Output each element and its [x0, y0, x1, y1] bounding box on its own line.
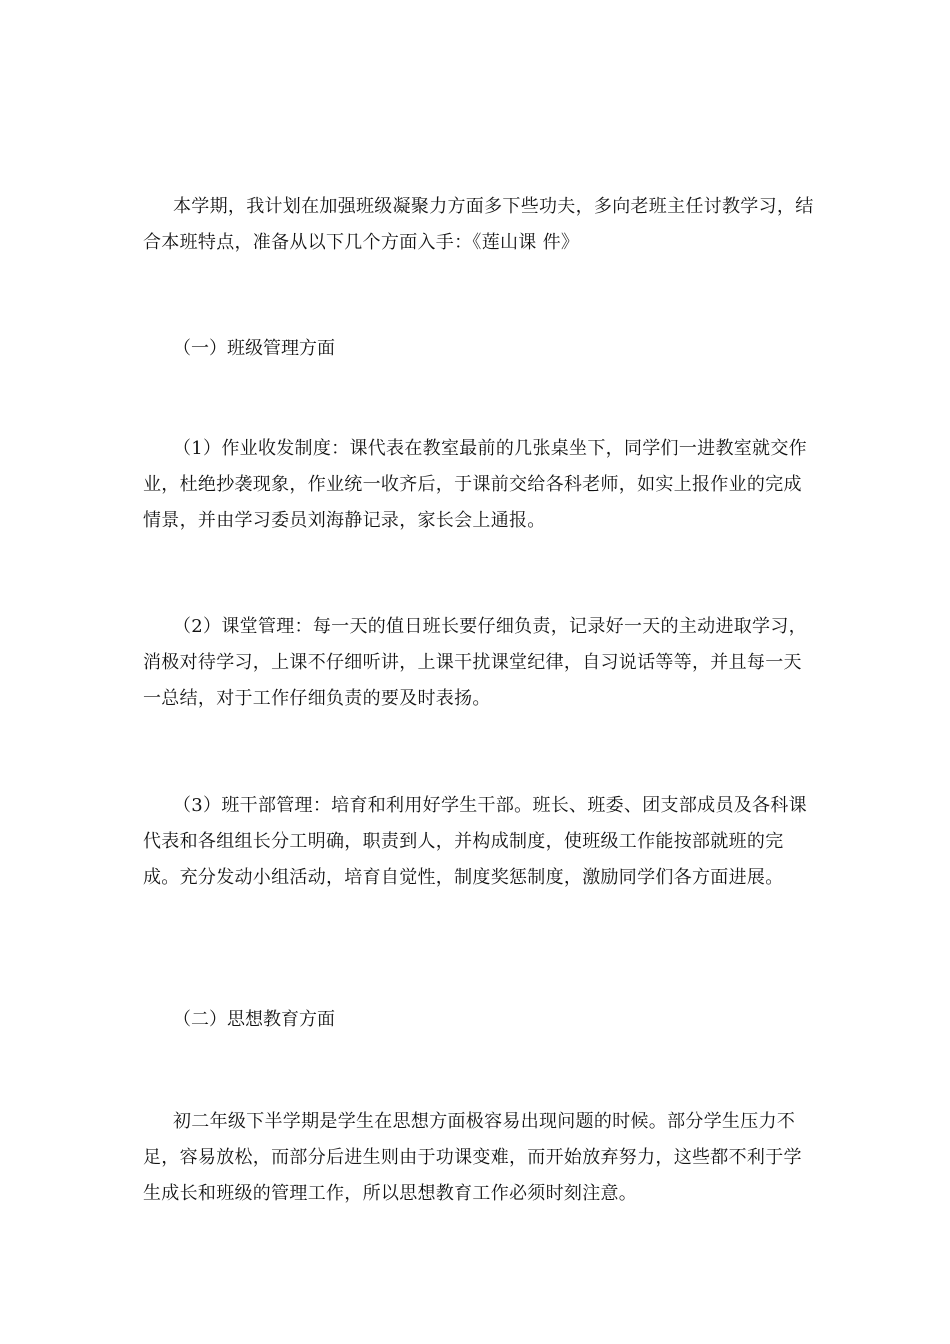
ideology-education-paragraph: 初二年级下半学期是学生在思想方面极容易出现问题的时候。部分学生压力不足，容易放松，而部分后进生则由于功课变难，而开始放弃努力，这些都不利于学生成长和班级的管理工作，所以思想教育工作必须时刻注意。 — [143, 1111, 802, 1204]
class-cadre-paragraph: （3）班干部管理：培育和利用好学生干部。班长、班委、团支部成员及各科课代表和各组组长分工明确，职责到人，并构成制度，使班级工作能按部就班的完成。充分发动小组活动，培育自觉性，制度奖惩制度，激励同学们各方面进展。 — [143, 795, 807, 888]
section-heading-management: （一）班级管理方面 — [173, 338, 335, 359]
homework-rules-paragraph: （1）作业收发制度：课代表在教室最前的几张桌坐下，同学们一进教室就交作业，杜绝抄袭现象，作业统一收齐后，于课前交给各科老师，如实上报作业的完成情景，并由学习委员刘海静记录，家长会上通报。 — [143, 438, 807, 531]
intro-paragraph: 本学期，我计划在加强班级凝聚力方面多下些功夫，多向老班主任讨教学习，结合本班特点，准备从以下几个方面入手：《莲山课 件》 — [143, 196, 814, 253]
section-heading-ideology: （二）思想教育方面 — [173, 1009, 335, 1030]
classroom-management-paragraph: （2）课堂管理：每一天的值日班长要仔细负责，记录好一天的主动进取学习，消极对待学习，上课不仔细听讲，上课干扰课堂纪律，自习说话等等，并且每一天一总结，对于工作仔细负责的要及时表扬。 — [143, 616, 807, 709]
